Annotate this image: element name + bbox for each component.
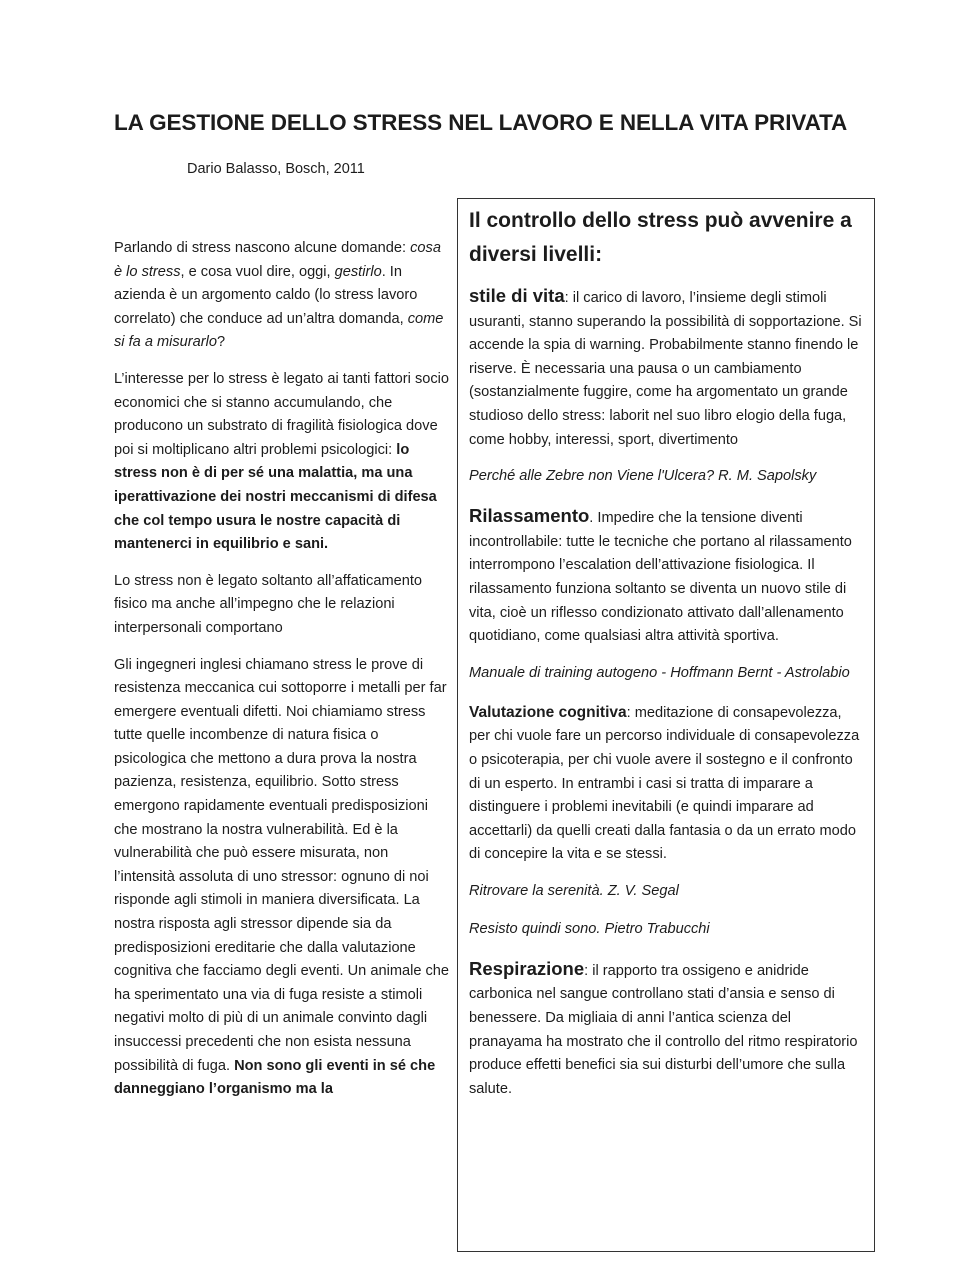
section-label: Rilassamento bbox=[469, 505, 590, 527]
text-run: L’interesse per lo stress è legato ai tanti fattori socio economici che si stanno accumulando, che producono un substrato di fragilità fisiologica dove poi si moltiplicano altri problemi psicologici: bbox=[114, 370, 450, 458]
section-relaxation bbox=[469, 504, 866, 649]
citation: Resisto quindi sono. Pietro Trabucchi bbox=[469, 920, 710, 937]
bold-run: Non sono gli eventi in sé che danneggiano l’organismo ma la bbox=[114, 1057, 436, 1098]
bold-run: lo stress non è di per sé una malattia, ma una iperattivazione dei nostri meccanismi di difesa che col tempo usura le nostre capacità di mantenerci in equilibrio e sani. bbox=[114, 441, 437, 553]
italic-run: gestirlo bbox=[334, 263, 382, 280]
box-heading: Il controllo dello stress può avvenire a diversi livelli: bbox=[469, 209, 852, 266]
author-line: Dario Balasso, Bosch, 2011 bbox=[187, 161, 365, 177]
page-title: LA GESTIONE DELLO STRESS NEL LAVORO E NELLA VITA PRIVATA bbox=[114, 110, 848, 135]
section-text: . Impedire che la tensione diventi incontrollabile: tutte le tecniche che portano al rilassamento interrompono l’escalation dell’attivazione fisiologica. Il rilassamento funziona soltanto se diventa un nuovo stile di vita, cioè un riflesso condizionato attivato dall’allenamento quotidiano, come qualsiasi altra attività sportiva. bbox=[469, 510, 852, 645]
section-text: : il rapporto tra ossigeno e anidride carbonica nel sangue controllano stati d’ansia e senso di benessere. Da migliaia di anni l’antica scienza del pranayama ha mostrato che il controllo del ritmo respiratorio produce effetti benefici sia sui disturbi dell’umore che sulla salute. bbox=[469, 962, 858, 1097]
paragraph-engineers bbox=[114, 654, 452, 1102]
section-label: stile di vita bbox=[469, 285, 565, 306]
paragraph-fatigue: Lo stress non è legato soltanto all’affaticamento fisico ma anche all’impegno che le relazioni interpersonali comportano bbox=[114, 572, 423, 636]
paragraph-interest bbox=[114, 368, 452, 557]
section-text: : meditazione di consapevolezza, per chi vuole fare un percorso individuale di consapevolezza o psicoterapia, per chi vuole avere il sostegno e il confronto di un esperto. In entrambi i casi si tratta di imparare a distinguere i problemi inevitabili (e quindi imparare ad accettarli) da quelli creati dalla fantasia o da un errato modo di concepire la vita e se stessi. bbox=[469, 704, 860, 863]
text-run: , e cosa vuol dire, oggi, bbox=[180, 263, 335, 280]
section-label: Valutazione cognitiva bbox=[469, 703, 627, 721]
text-run: Parlando di stress nascono alcune domande: bbox=[114, 240, 411, 256]
stress-control-box bbox=[457, 198, 875, 1252]
paragraph-intro bbox=[114, 237, 452, 355]
italic-run: come si fa a misurarlo bbox=[114, 310, 444, 351]
section-cognitive bbox=[469, 701, 866, 867]
text-run: . In azienda è un argomento caldo (lo stress lavoro correlato) che conduce ad un’altra domanda, bbox=[114, 263, 418, 327]
italic-run: cosa è lo stress bbox=[114, 240, 441, 280]
citation: Manuale di training autogeno - Hoffmann Bernt - Astrolabio bbox=[469, 664, 850, 681]
section-breathing bbox=[469, 957, 866, 1102]
text-run: Gli ingegneri inglesi chiamano stress le prove di resistenza meccanica cui sottoporre i metalli per far emergere eventuali difetti. Noi chiamiamo stress tutte quelle incombenze di natura fisica o psicologica che mettono a dura prova la nostra pazienza, resistenza, equilibrio. Sotto stress emergono rapidamente eventuali predisposizioni che mostrano la nostra vulnerabilità. Ed è la vulnerabilità che può essere misurata, non l’intensità assoluta di uno stressor: ognuno di noi risponde agli stimoli in maniera diversificata. La nostra risposta agli stressor dipende sia da predisposizioni ereditarie che dalla valutazione cognitiva che facciamo degli eventi. Un animale che ha sperimentato una via di fuga resiste a stimoli negativi molto di più di un animale convinto dagli insuccessi precedenti che non esista nessuna possibilità di fuga. bbox=[114, 656, 450, 1074]
section-lifestyle bbox=[469, 284, 866, 452]
text-run: ? bbox=[217, 334, 226, 351]
left-column bbox=[114, 237, 452, 1115]
section-label: Respirazione bbox=[469, 957, 585, 979]
citation: Perché alle Zebre non Viene l'Ulcera? R. M. Sapolsky bbox=[469, 468, 817, 485]
section-text: : il carico di lavoro, l’insieme degli stimoli usuranti, stanno superando la possibilità di sopportazione. Si accende la spia di warning. Probabilmente stanno finendo le riserve. È necessaria una pausa o un cambiamento (sostanzialmente fuggire, come ha argomentato un grande studioso dello stress: laborit nel suo libro elogio della fuga, come hobby, interessi, sport, divertimento bbox=[469, 290, 862, 448]
citation: Ritrovare la serenità. Z. V. Segal bbox=[469, 882, 679, 899]
